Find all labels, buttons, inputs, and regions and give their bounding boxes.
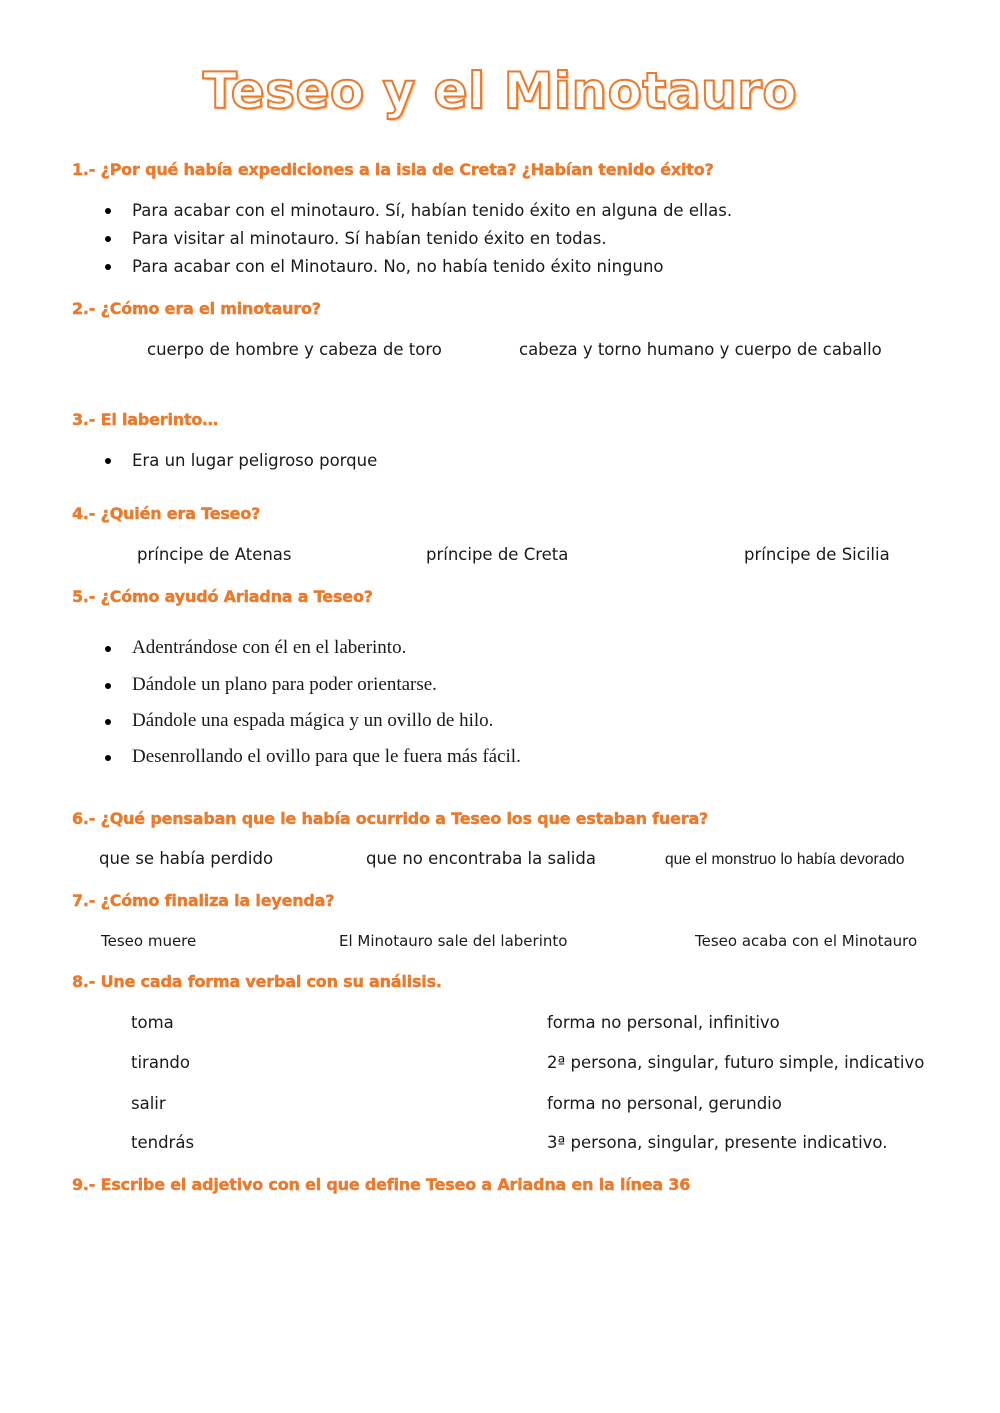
q6-option-1[interactable]: que se había perdido	[99, 849, 274, 868]
bullet-icon	[105, 683, 111, 689]
q2-option-2[interactable]: cabeza y torno humano y cuerpo de caballo	[519, 340, 882, 359]
question-9: 9.- Escribe el adjetivo con el que define Teseo a Ariadna en la línea 36	[72, 1175, 691, 1194]
bullet-icon	[105, 458, 111, 464]
q5-option-4[interactable]: Desenrollando el ovillo para que le fuera más fácil.	[132, 746, 521, 767]
q8-verb-1[interactable]: toma	[131, 1013, 174, 1032]
question-7: 7.- ¿Cómo finaliza la leyenda?	[72, 891, 335, 910]
q5-option-1[interactable]: Adentrándose con él en el laberinto.	[132, 637, 407, 658]
q7-option-3[interactable]: Teseo acaba con el Minotauro	[695, 932, 918, 950]
q6-option-3[interactable]: que el monstruo lo había devorado	[665, 851, 905, 868]
page-title: Teseo y el Minotauro	[202, 62, 798, 120]
q1-option-3[interactable]: Para acabar con el Minotauro. No, no había tenido éxito ninguno	[132, 257, 664, 276]
q5-option-2[interactable]: Dándole un plano para poder orientarse.	[132, 674, 437, 695]
q4-option-1[interactable]: príncipe de Atenas	[137, 545, 292, 564]
q1-option-1[interactable]: Para acabar con el minotauro. Sí, habían tenido éxito en alguna de ellas.	[132, 201, 733, 220]
q8-analysis-4[interactable]: 3ª persona, singular, presente indicativo.	[547, 1133, 888, 1152]
bullet-icon	[105, 264, 111, 270]
q1-option-2[interactable]: Para visitar al minotauro. Sí habían tenido éxito en todas.	[132, 229, 607, 248]
question-8: 8.- Une cada forma verbal con su análisis.	[72, 972, 442, 991]
q6-option-2[interactable]: que no encontraba la salida	[366, 849, 596, 868]
bullet-icon	[105, 646, 111, 652]
q5-option-3[interactable]: Dándole una espada mágica y un ovillo de hilo.	[132, 710, 494, 731]
question-5: 5.- ¿Cómo ayudó Ariadna a Teseo?	[72, 587, 373, 606]
question-4: 4.- ¿Quién era Teseo?	[72, 504, 261, 523]
question-3: 3.- El laberinto…	[72, 410, 218, 429]
bullet-icon	[105, 236, 111, 242]
q8-analysis-1[interactable]: forma no personal, infinitivo	[547, 1013, 780, 1032]
question-6: 6.- ¿Qué pensaban que le había ocurrido a Teseo los que estaban fuera?	[72, 809, 709, 828]
q2-option-1[interactable]: cuerpo de hombre y cabeza de toro	[147, 340, 442, 359]
q4-option-2[interactable]: príncipe de Creta	[426, 545, 569, 564]
q7-option-1[interactable]: Teseo muere	[101, 932, 197, 950]
bullet-icon	[105, 719, 111, 725]
q3-option-1[interactable]: Era un lugar peligroso porque	[132, 451, 378, 470]
question-1: 1.- ¿Por qué había expediciones a la isla de Creta? ¿Habían tenido éxito?	[72, 160, 714, 179]
q8-analysis-2[interactable]: 2ª persona, singular, futuro simple, indicativo	[547, 1053, 925, 1072]
question-2: 2.- ¿Cómo era el minotauro?	[72, 299, 321, 318]
q8-verb-4[interactable]: tendrás	[131, 1133, 195, 1152]
q4-option-3[interactable]: príncipe de Sicilia	[744, 545, 890, 564]
q7-option-2[interactable]: El Minotauro sale del laberinto	[339, 932, 568, 950]
q8-verb-3[interactable]: salir	[131, 1094, 166, 1113]
q8-analysis-3[interactable]: forma no personal, gerundio	[547, 1094, 782, 1113]
bullet-icon	[105, 208, 111, 214]
bullet-icon	[105, 755, 111, 761]
q8-verb-2[interactable]: tirando	[131, 1053, 190, 1072]
